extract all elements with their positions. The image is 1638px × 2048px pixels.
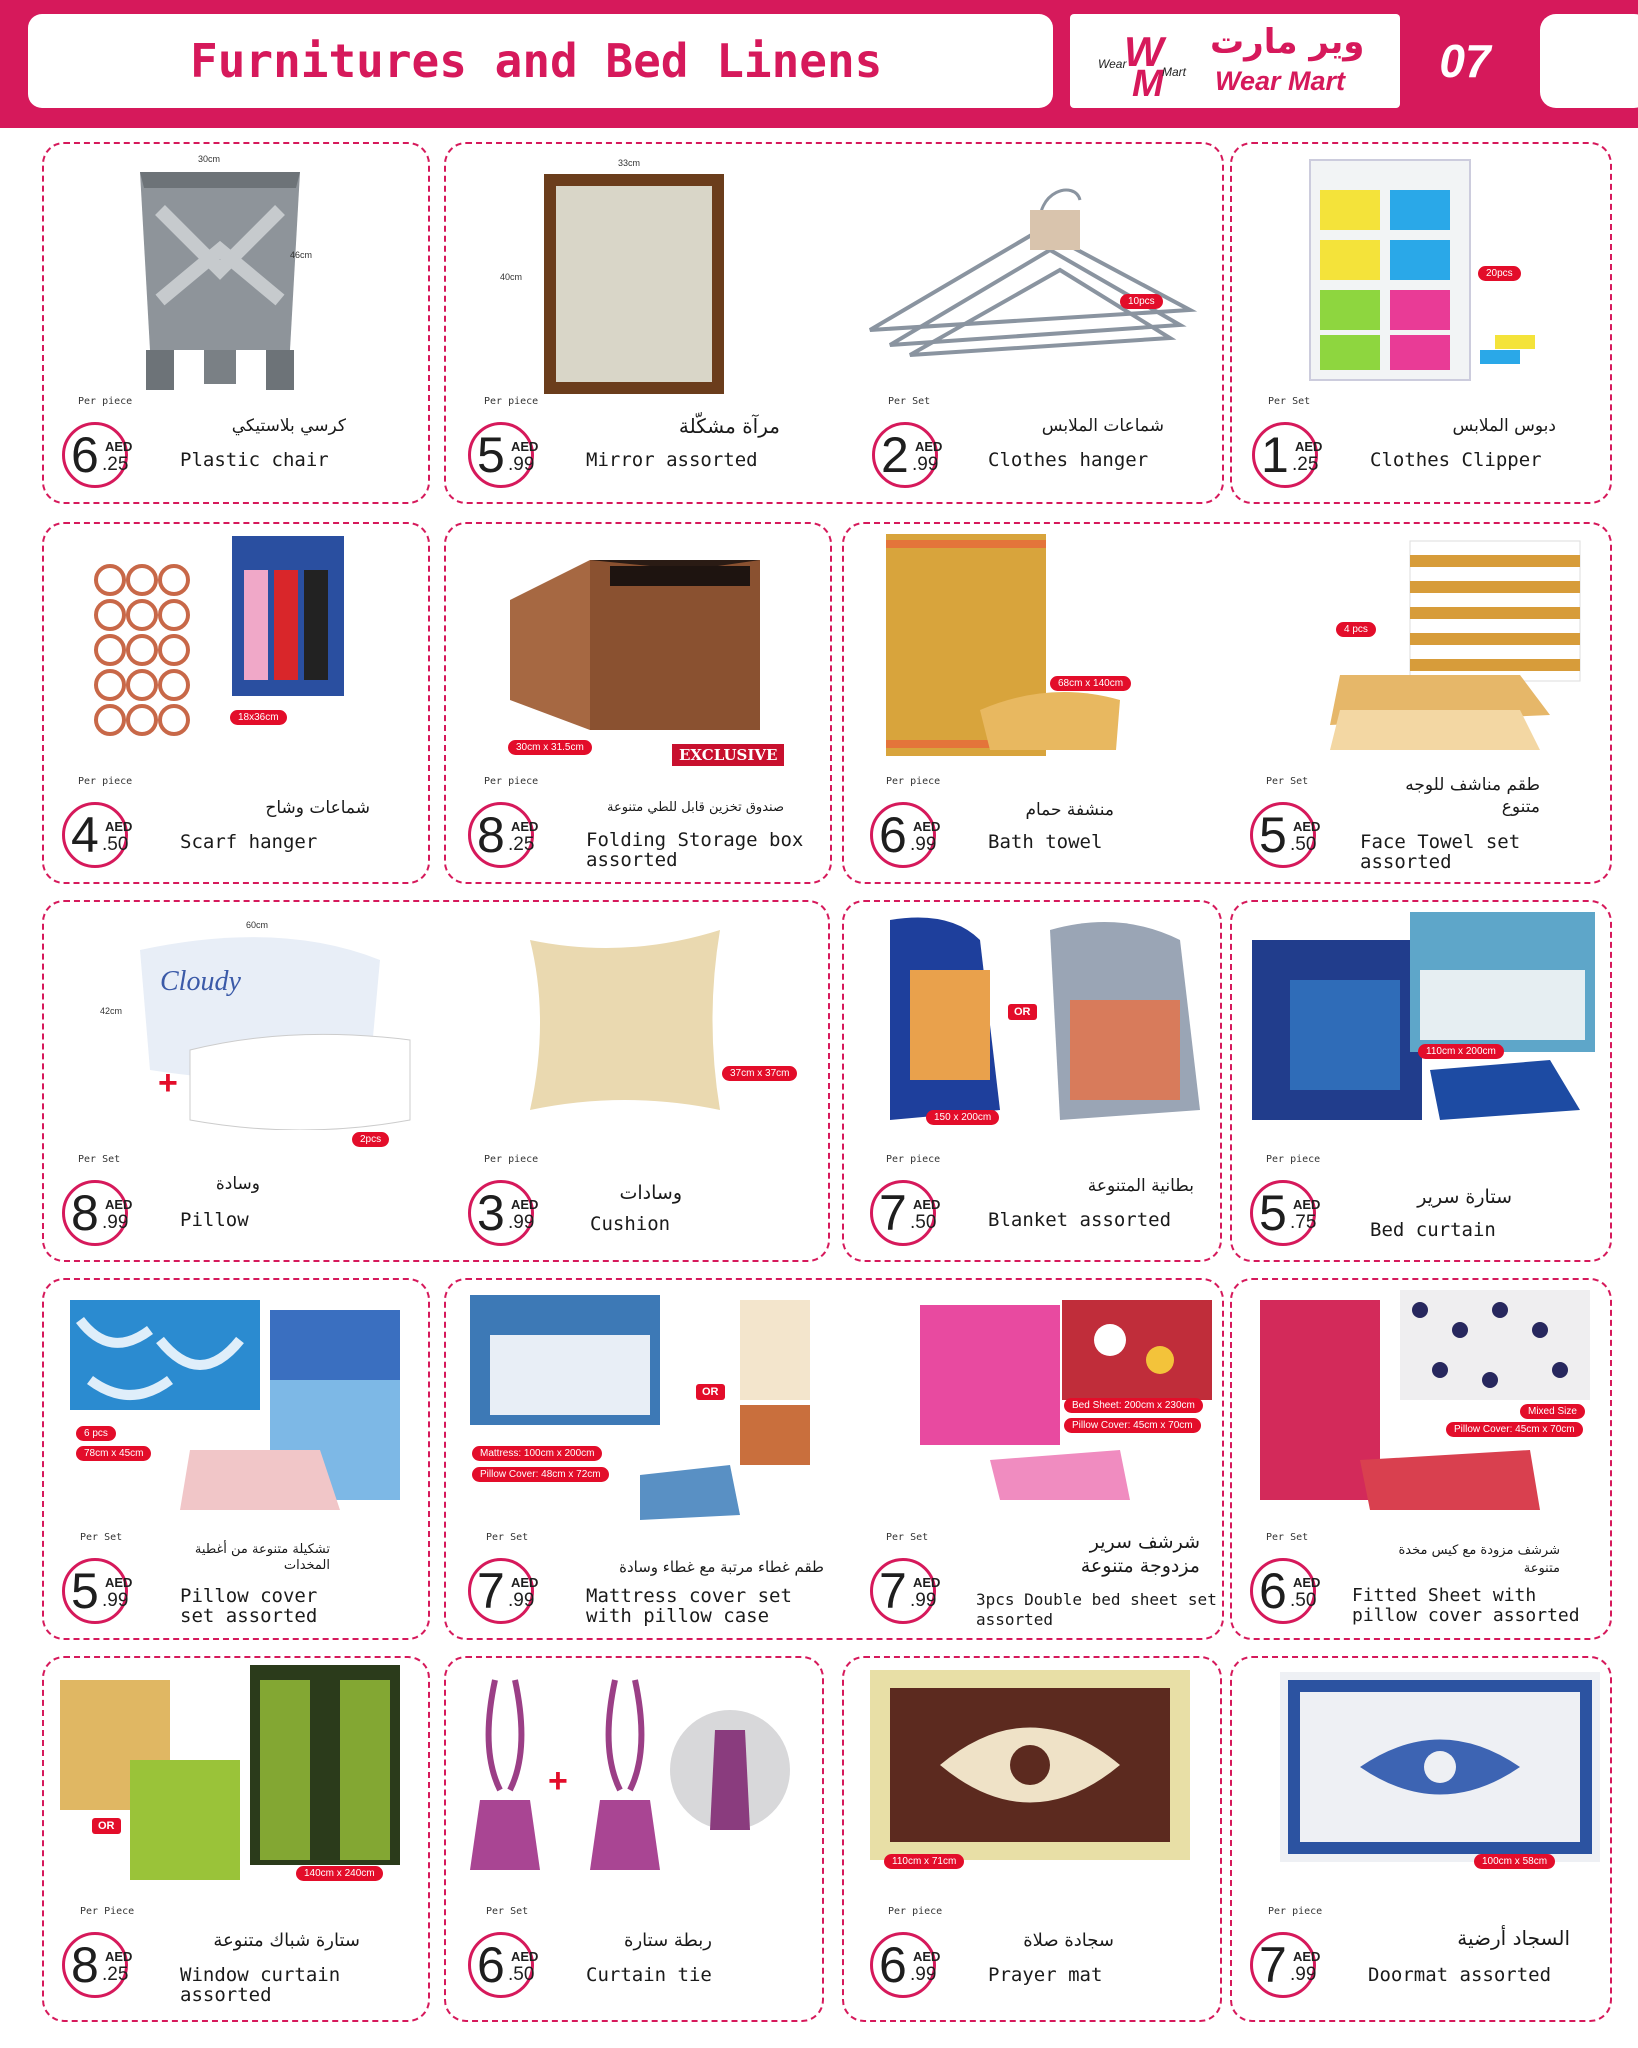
product-name-arabic: السجاد أرضية xyxy=(1457,1926,1570,1950)
price-integer: 5 xyxy=(477,427,505,483)
price-integer: 2 xyxy=(881,427,909,483)
price-decimal: .99 xyxy=(912,454,939,475)
price-unit: Per Set xyxy=(486,1532,529,1543)
price-badge xyxy=(62,422,133,488)
price-currency: AED xyxy=(105,819,133,834)
price-unit: Per Set xyxy=(486,1906,529,1917)
price-badge xyxy=(870,1932,941,1998)
product-name-arabic: وسادات xyxy=(619,1182,682,1204)
product-name-english: Mirror assorted xyxy=(586,449,758,471)
svg-text:Mart: Mart xyxy=(1162,65,1186,79)
price-currency: AED xyxy=(915,439,943,454)
price-currency: AED xyxy=(913,1197,941,1212)
price-unit: Per Set xyxy=(80,1532,123,1543)
svg-text:W: W xyxy=(1124,28,1164,75)
face-towel-set-image xyxy=(1320,535,1590,755)
size-tag: Pillow Cover: 48cm x 72cm xyxy=(472,1467,609,1482)
title-panel xyxy=(28,14,1053,108)
price-currency: AED xyxy=(1293,1575,1321,1590)
price-decimal: .50 xyxy=(1290,834,1317,855)
price-integer: 5 xyxy=(71,1563,99,1619)
curtain-tie-image xyxy=(460,1670,800,1880)
price-decimal: .99 xyxy=(102,1590,129,1611)
price-currency: AED xyxy=(1293,1197,1321,1212)
brand-name-arabic: وير مارت xyxy=(1210,22,1365,62)
price-unit: Per piece xyxy=(886,776,941,787)
price-decimal: .99 xyxy=(910,1590,937,1611)
price-integer: 6 xyxy=(879,1937,907,1993)
price-integer: 6 xyxy=(1259,1563,1287,1619)
size-tag: 68cm x 140cm xyxy=(1050,676,1131,691)
price-decimal: .50 xyxy=(1290,1590,1317,1611)
product-name-arabic: ربطة ستارة xyxy=(624,1930,712,1951)
header-corner-panel xyxy=(1540,14,1638,108)
cushion-image xyxy=(520,920,730,1120)
price-decimal: .99 xyxy=(1290,1964,1317,1985)
product-name-arabic: بطانية المتنوعة xyxy=(1087,1176,1194,1196)
price-badge xyxy=(870,1180,941,1246)
price-currency: AED xyxy=(105,1197,133,1212)
product-name-english: Scarf hanger xyxy=(180,831,318,853)
price-integer: 7 xyxy=(1259,1937,1287,1993)
page-number: 07 xyxy=(1439,35,1491,87)
product-name-english: Curtain tie xyxy=(586,1964,712,1986)
price-unit: Per Piece xyxy=(80,1906,135,1917)
product-name-arabic: ستارة سرير xyxy=(1417,1186,1512,1208)
price-badge xyxy=(870,802,941,868)
price-decimal: .50 xyxy=(910,1212,937,1233)
size-tag: 100cm x 58cm xyxy=(1474,1854,1555,1869)
price-badge xyxy=(1250,1180,1321,1246)
size-tag: Pillow Cover: 45cm x 70cm xyxy=(1064,1418,1201,1433)
size-tag: 6 pcs xyxy=(76,1426,116,1441)
size-tag: 10pcs xyxy=(1120,294,1163,309)
size-tag: Mattress: 100cm x 200cm xyxy=(472,1446,602,1461)
folding-storage-box-image xyxy=(490,540,770,740)
svg-text:Cloudy: Cloudy xyxy=(160,966,241,997)
plus-sign: + xyxy=(548,1762,568,1800)
price-integer: 5 xyxy=(1259,807,1287,863)
price-badge xyxy=(62,1558,133,1624)
product-name-english: Bed curtain xyxy=(1370,1219,1496,1241)
price-badge xyxy=(872,422,943,488)
price-integer: 7 xyxy=(477,1563,505,1619)
price-currency: AED xyxy=(1293,819,1321,834)
price-integer: 6 xyxy=(71,427,99,483)
product-name-english: Pillow cover set assorted xyxy=(180,1585,318,1627)
price-unit: Per piece xyxy=(888,1906,943,1917)
price-unit: Per piece xyxy=(886,1154,941,1165)
or-badge: OR xyxy=(696,1384,725,1400)
price-unit: Per piece xyxy=(484,1154,539,1165)
bed-curtain-image xyxy=(1250,910,1600,1130)
price-integer: 1 xyxy=(1261,427,1289,483)
price-decimal: .99 xyxy=(508,1212,535,1233)
price-integer: 7 xyxy=(879,1563,907,1619)
price-badge xyxy=(468,1932,539,1998)
scarf-hanger-image xyxy=(80,530,360,770)
plastic-chair-image xyxy=(110,150,330,390)
price-unit: Per Set xyxy=(1268,396,1311,407)
price-badge xyxy=(468,1180,539,1246)
price-badge xyxy=(62,1932,133,1998)
price-badge xyxy=(62,1180,133,1246)
price-integer: 6 xyxy=(477,1937,505,1993)
exclusive-badge: EXCLUSIVE xyxy=(672,744,784,766)
mirror-width-label: 33cm xyxy=(618,158,641,168)
price-badge xyxy=(468,1558,539,1624)
product-name-english: Doormat assorted xyxy=(1368,1964,1552,1986)
product-name-arabic: طقم غطاء مرتبة مع غطاء وسادة xyxy=(619,1558,824,1576)
window-curtain-image xyxy=(60,1660,410,1880)
size-tag: 110cm x 200cm xyxy=(1418,1044,1504,1059)
chair-width-label: 30cm xyxy=(198,154,221,164)
price-decimal: .75 xyxy=(1290,1212,1317,1233)
prayer-mat-image xyxy=(870,1670,1190,1860)
size-tag: Pillow Cover: 45cm x 70cm xyxy=(1446,1422,1583,1437)
price-integer: 8 xyxy=(71,1185,99,1241)
product-name-arabic: كرسي بلاستيكي xyxy=(231,416,346,436)
product-name-arabic: وسادة xyxy=(215,1174,260,1194)
price-currency: AED xyxy=(511,1949,539,1964)
price-integer: 5 xyxy=(1259,1185,1287,1241)
price-integer: 8 xyxy=(477,807,505,863)
plus-sign: + xyxy=(158,1064,178,1102)
price-decimal: .99 xyxy=(102,1212,129,1233)
blanket-image xyxy=(880,910,1220,1130)
price-unit: Per piece xyxy=(78,396,133,407)
price-badge xyxy=(870,1558,941,1624)
size-tag: 2pcs xyxy=(352,1132,389,1147)
price-unit: Per Set xyxy=(886,1532,929,1543)
product-name-arabic: تشكيلة متنوعة من أغطية المخدات xyxy=(194,1542,330,1573)
price-unit: Per Set xyxy=(888,396,931,407)
product-name-arabic: شماعات وشاح xyxy=(265,798,370,818)
price-integer: 3 xyxy=(477,1185,505,1241)
price-currency: AED xyxy=(913,1575,941,1590)
product-name-english: Folding Storage box assorted xyxy=(586,829,804,871)
svg-text:Wear: Wear xyxy=(1098,57,1127,71)
price-currency: AED xyxy=(913,1949,941,1964)
price-currency: AED xyxy=(105,1949,133,1964)
size-tag: 20pcs xyxy=(1478,266,1521,281)
price-unit: Per Set xyxy=(1266,1532,1309,1543)
product-name-english: Fitted Sheet with pillow cover assorted xyxy=(1352,1585,1580,1626)
product-name-arabic: مرآة مشكّلة xyxy=(678,414,780,438)
price-unit: Per piece xyxy=(1268,1906,1323,1917)
price-currency: AED xyxy=(105,439,133,454)
product-name-english: Pillow xyxy=(180,1209,249,1231)
price-decimal: .50 xyxy=(508,1964,535,1985)
price-integer: 8 xyxy=(71,1937,99,1993)
product-name-arabic: شرشف مزودة مع كيس مخدة متنوعة xyxy=(1398,1543,1560,1576)
doormat-image xyxy=(1280,1672,1600,1862)
price-decimal: .99 xyxy=(910,1964,937,1985)
bath-towel-image xyxy=(880,530,1120,760)
product-name-arabic: ستارة شباك متنوعة xyxy=(213,1930,360,1951)
price-currency: AED xyxy=(105,1575,133,1590)
price-unit: Per piece xyxy=(1266,1154,1321,1165)
chair-height-label: 46cm xyxy=(290,250,313,260)
price-badge xyxy=(468,802,539,868)
wm-logo-icon xyxy=(1098,24,1190,98)
pillow-cover-set-image xyxy=(70,1300,410,1520)
size-tag: 140cm x 240cm xyxy=(296,1866,383,1881)
price-decimal: .25 xyxy=(102,454,129,475)
product-name-arabic: سجادة صلاة xyxy=(1023,1930,1114,1951)
price-integer: 7 xyxy=(879,1185,907,1241)
clothes-hanger-image xyxy=(860,160,1200,360)
size-tag: Mixed Size xyxy=(1520,1404,1585,1419)
price-currency: AED xyxy=(1293,1949,1321,1964)
price-currency: AED xyxy=(913,819,941,834)
product-name-english: Blanket assorted xyxy=(988,1209,1172,1231)
price-badge xyxy=(1250,802,1321,868)
pillow-height-label: 42cm xyxy=(100,1006,123,1016)
mattress-cover-set-image xyxy=(470,1295,810,1525)
price-decimal: .25 xyxy=(102,1964,129,1985)
svg-text:M: M xyxy=(1132,63,1164,98)
brand-logo xyxy=(1070,14,1400,108)
price-unit: Per piece xyxy=(484,396,539,407)
price-unit: Per Set xyxy=(1266,776,1309,787)
product-name-arabic: طقم مناشف للوجه متنوع xyxy=(1405,775,1540,817)
size-tag: 4 pcs xyxy=(1336,622,1376,637)
page-title: Furnitures and Bed Linens xyxy=(190,34,883,88)
price-decimal: .25 xyxy=(1292,454,1319,475)
brand-name-english: Wear Mart xyxy=(1215,66,1346,96)
price-currency: AED xyxy=(511,1197,539,1212)
price-unit: Per Set xyxy=(78,1154,121,1165)
price-decimal: .25 xyxy=(508,834,535,855)
price-integer: 6 xyxy=(879,807,907,863)
product-name-english: Face Towel set assorted xyxy=(1360,831,1521,873)
mirror-height-label: 40cm xyxy=(500,272,523,282)
price-badge xyxy=(1252,422,1323,488)
product-name-arabic: شرشف سرير مزدوجة متنوعة xyxy=(1080,1531,1200,1577)
price-badge xyxy=(62,802,133,868)
or-badge: OR xyxy=(92,1818,121,1834)
size-tag: 110cm x 71cm xyxy=(884,1854,964,1869)
price-badge xyxy=(1250,1932,1321,1998)
or-badge: OR xyxy=(1008,1004,1037,1020)
price-decimal: .99 xyxy=(508,1590,535,1611)
price-unit: Per piece xyxy=(484,776,539,787)
price-currency: AED xyxy=(511,1575,539,1590)
product-name-english: Window curtain assorted xyxy=(180,1964,341,2006)
price-badge xyxy=(1250,1558,1321,1624)
product-name-english: Plastic chair xyxy=(180,449,329,471)
size-tag: 150 x 200cm xyxy=(926,1110,999,1125)
product-name-english: Clothes hanger xyxy=(988,449,1149,471)
size-tag: 78cm x 45cm xyxy=(76,1446,151,1461)
price-badge xyxy=(468,422,539,488)
price-currency: AED xyxy=(511,439,539,454)
size-tag: 37cm x 37cm xyxy=(722,1066,797,1081)
product-name-english: Bath towel xyxy=(988,831,1103,853)
product-name-arabic: دبوس الملابس xyxy=(1452,416,1556,436)
price-currency: AED xyxy=(511,819,539,834)
product-name-english: Prayer mat xyxy=(988,1964,1103,1986)
price-currency: AED xyxy=(1295,439,1323,454)
pillow-width-label: 60cm xyxy=(246,920,269,930)
product-name-english: Clothes Clipper xyxy=(1370,449,1542,471)
product-name-english: Mattress cover set with pillow case xyxy=(586,1585,792,1627)
price-integer: 4 xyxy=(71,807,99,863)
product-name-arabic: منشفة حمام xyxy=(1025,800,1114,820)
size-tag: 18x36cm xyxy=(230,710,287,725)
price-decimal: .50 xyxy=(102,834,129,855)
size-tag: 30cm x 31.5cm xyxy=(508,740,592,755)
product-name-arabic: صندوق تخزين قابل للطي متنوعة xyxy=(606,800,784,815)
price-decimal: .99 xyxy=(910,834,937,855)
mirror-image xyxy=(540,170,740,410)
price-unit: Per piece xyxy=(78,776,133,787)
size-tag: Bed Sheet: 200cm x 230cm xyxy=(1064,1398,1203,1413)
product-name-arabic: شماعات الملابس xyxy=(1041,416,1164,436)
product-name-english: Cushion xyxy=(590,1213,671,1235)
product-name-english: 3pcs Double bed sheet set assorted xyxy=(976,1590,1217,1629)
price-decimal: .99 xyxy=(508,454,535,475)
